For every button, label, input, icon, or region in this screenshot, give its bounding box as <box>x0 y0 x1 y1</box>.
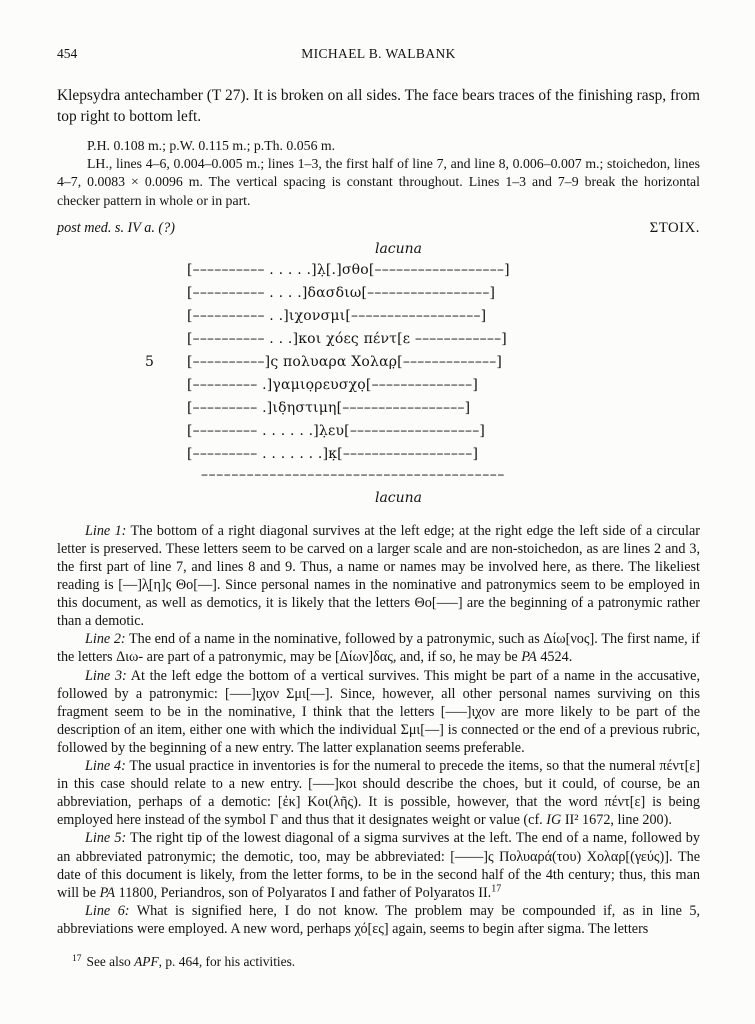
line-number: 5 <box>145 353 154 370</box>
line-number <box>135 328 187 351</box>
inscription-text: [–––––––––– . . .]κοι χόες πέντ[ε ––––––––––––] <box>187 330 507 347</box>
lacuna-top-label: lacuna <box>374 240 423 257</box>
apf-reference: APF <box>134 953 159 969</box>
footnote-number: 17 <box>72 953 82 964</box>
date-line <box>57 220 700 237</box>
lacuna-bottom-label: lacuna <box>374 489 423 506</box>
inscription-line-3 <box>135 305 610 328</box>
line-number <box>135 259 187 282</box>
inscription-text: [––––––––– . . . . . .]λ̣ευ[––––––––––––––––––] <box>187 422 486 439</box>
line-2-text: The end of a name in the nominative, followed by a patronymic, such as Δίω[νος]. The first name, if the letters Διω- are part of a patronymic, may be [Δίων]δας, and, if so, he may be <box>57 631 700 666</box>
line-number <box>135 305 187 328</box>
lacuna-top <box>135 239 610 259</box>
lacuna-bottom <box>135 488 610 509</box>
dashed-rule: –––––––––––––––––––––––––––––––––––––––– <box>201 466 505 483</box>
inscription-text: [–––––––––– . . . .]δασδιω[–––––––––––––––––] <box>187 284 496 301</box>
footnote-text: See also <box>86 953 135 969</box>
commentary-line-4 <box>57 757 700 829</box>
inscription-line-2 <box>135 282 610 305</box>
line-number <box>135 374 187 397</box>
line-5-text: The right tip of the lowest diagonal of a sigma survives at the left. The end of a name, followed by an abbreviated patronymic; the demotic, too, may be abbreviated: [––––]ς Πολυαρά(του) Χολαρ[(γεύς)]. The date of this document is likely, from the letter forms, to be in the second half of the 4th century; thus, this man will be <box>57 830 700 901</box>
inscription-line-7 <box>135 397 610 420</box>
intro-paragraph: Klepsydra antechamber (T 27). It is broken on all sides. The face bears traces of the finishing rasp, from top right to bottom left. <box>57 87 700 125</box>
stoichedon-label: ΣΤΟΙΧ. <box>649 219 700 236</box>
line-4-text: The usual practice in inventories is for the numeral to precede the items, so that the numeral πέντ[ε] in this case should relate to a new entry. [–––]κοι should describe the choes, but it could, of course, be an abbreviation, perhaps of a demotic: [ἐκ] Κοι(λῆς). It is possible, however, that the word πέντ[ε] is being employed here instead of the symbol Γ and thus that it designates weight or value (cf. <box>57 758 701 829</box>
inscription-line-4 <box>135 328 610 351</box>
commentary-line-2 <box>57 630 700 666</box>
commentary-line-3 <box>57 667 700 757</box>
running-header <box>57 46 700 66</box>
inscription-text: [––––––––– .]ιδ̣ηστιμη[–––––––––––––––––] <box>187 399 471 416</box>
line-6-text: What is signified here, I do not know. The problem may be compounded if, as in line 5, abbreviations were employed. A new word, perhaps χό[ες] again, seems to begin after sigma. The letters <box>57 902 700 937</box>
inscription-text: [–––––––––– . . . . .]λ̣[.]σθο[––––––––––––––––––] <box>187 261 510 278</box>
line-2-label: Line 2: <box>85 631 126 648</box>
measurements-block <box>57 137 700 210</box>
inscription-block <box>135 239 610 509</box>
pa-reference: PA <box>521 649 537 666</box>
line-6-label: Line 6: <box>85 902 130 919</box>
pa-reference: PA <box>99 884 116 901</box>
line-2-text-end: 4524. <box>536 649 573 666</box>
inscription-line-9 <box>135 443 610 466</box>
inscription-text: [––––––––– . . . . . . .]κ̣[––––––––––––––––––] <box>187 445 479 462</box>
footnote-block <box>57 953 700 970</box>
commentary-line-5 <box>57 829 700 901</box>
letter-heights-line: LH., lines 4–6, 0.004–0.005 m.; lines 1–3, the first half of line 7, and line 8, 0.006–0.007 m.; stoichedon, lines 4–7, 0.0083 × 0.0096 m. The vertical spacing is constant throughout. Lines 1–3 and 7–9 break the horizontal checker pattern in whole or in part. <box>57 156 700 208</box>
line-3-text: At the left edge the bottom of a vertical survives. This might be part of a name in the accusative, followed by a patronymic: [–––]ι̣χον Σμι[––]. Since, however, all other personal names surviving on this fragment seem to be in the nominative, I think that the letters [–––]ι̣χον are more likely to be part of the description of an item, either one with which the individual Σμι[––] is connected or the end of a previous rubric, followed by the beginning of a new entry. The latter explanation seems preferable. <box>57 667 700 756</box>
footnote-ref-17: 17 <box>491 882 502 894</box>
footnote-17 <box>72 953 700 970</box>
inscription-line-6 <box>135 374 610 397</box>
line-5-text-end: 11800, Periandros, son of Polyaratos I and father of Polyaratos II. <box>115 884 492 901</box>
ig-reference: IG <box>546 812 562 829</box>
inscription-line-8 <box>135 420 610 443</box>
inscription-text: [–––––––––– . .]ιχονσμι[––––––––––––––––––] <box>187 307 487 324</box>
commentary-block <box>57 522 700 938</box>
line-4-label: Line 4: <box>85 758 126 775</box>
commentary-line-1 <box>57 522 700 631</box>
line-number <box>135 443 187 466</box>
page-number: 454 <box>57 46 78 61</box>
line-1-text: The bottom of a right diagonal survives at the left edge; at the right edge the left side of a circular letter is preserved. These letters seem to be carved on a larger scale and are non-stoichedon, as are lines 2 and 3, the first part of line 7, and lines 8 and 9. Thus, a name or names may be involved here, as there. The likeliest reading is [––]λ̣[η]ς Θο[––]. Since personal names in the nominative and patronymics seem to be employed in this document, as well as demotics, it is likely that the letters Θο[–––] are the beginning of a patronymic rather than a demotic. <box>57 522 700 630</box>
running-head-author: MICHAEL B. WALBANK <box>301 46 456 61</box>
break-rule <box>135 466 610 485</box>
line-5-label: Line 5: <box>85 830 127 847</box>
line-3-label: Line 3: <box>85 667 127 684</box>
inscription-line-1 <box>135 259 610 282</box>
inscription-text: [––––––––––]ς πολυαρα Χολαρ̣[–––––––––––––] <box>187 353 503 370</box>
line-number <box>135 397 187 420</box>
line-number <box>135 282 187 305</box>
footnote-text-end: , p. 464, for his activities. <box>158 953 296 969</box>
inscription-text: [––––––––– .]γαμιο̣ρευσχο̣[––––––––––––––] <box>187 376 479 393</box>
dimensions-line: P.H. 0.108 m.; p.W. 0.115 m.; p.Th. 0.056 m. <box>87 138 336 153</box>
commentary-line-6 <box>57 902 700 938</box>
date-attribution: post med. s. IV a. (?) <box>57 219 175 236</box>
inscription-line-5 <box>135 351 610 374</box>
line-1-label: Line 1: <box>85 522 127 539</box>
line-4-text-end: II² 1672, line 200). <box>561 812 672 829</box>
line-number <box>135 420 187 443</box>
